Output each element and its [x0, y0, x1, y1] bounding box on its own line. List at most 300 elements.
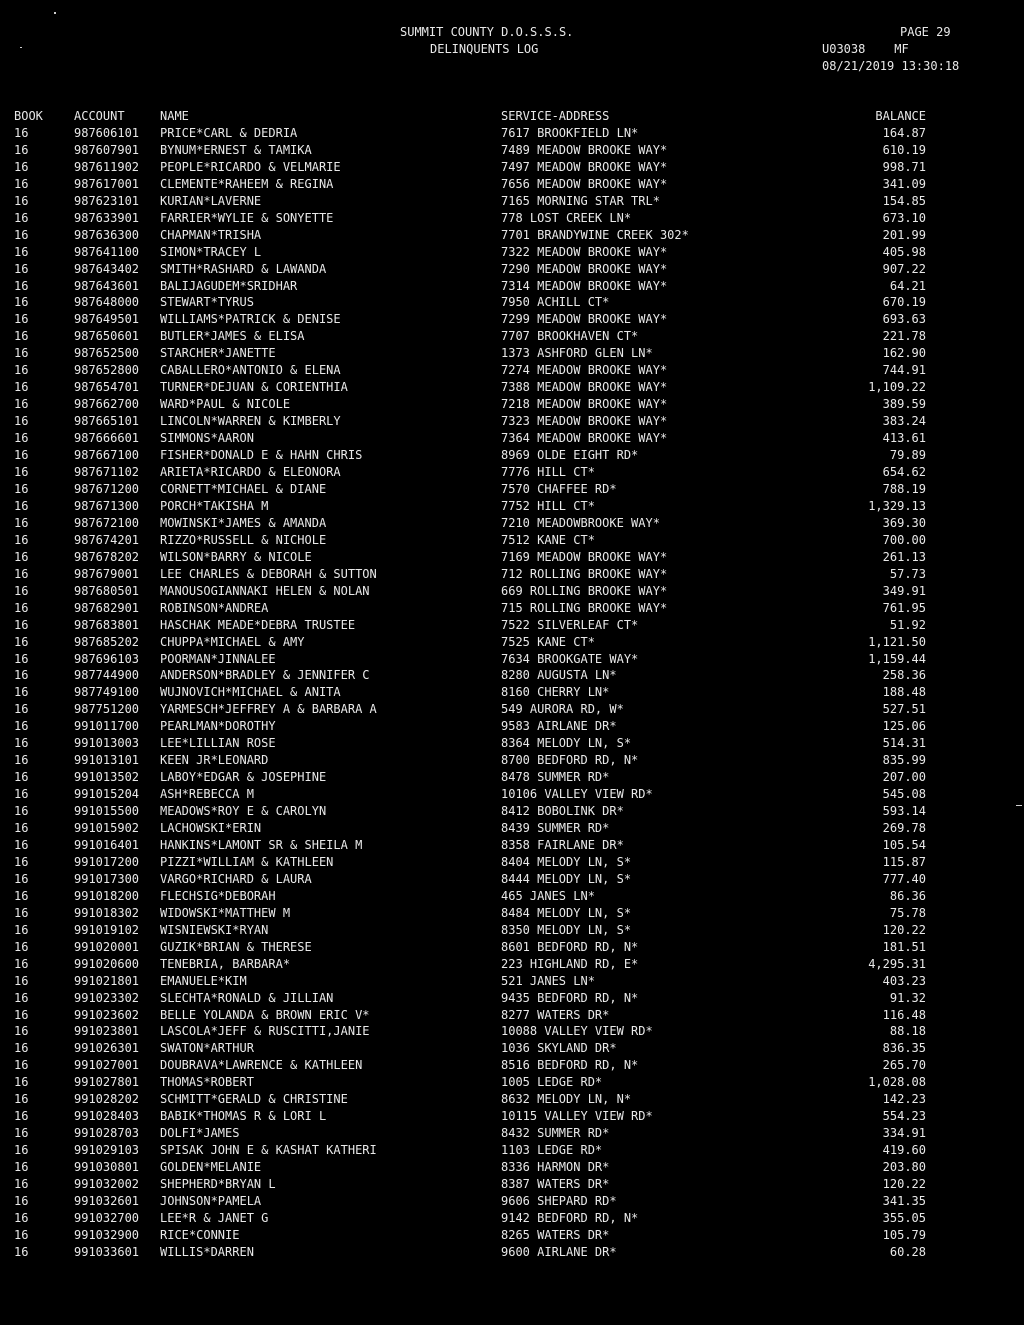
column-header-service-address: SERVICE-ADDRESS: [501, 109, 610, 123]
balance-cell: 527.51: [882, 702, 926, 717]
name-cell: FARRIER*WYLIE & SONYETTE: [160, 210, 334, 225]
account-cell: 987643601: [74, 278, 140, 293]
name-cell: LEE CHARLES & DEBORAH & SUTTON: [160, 566, 377, 581]
book-cell: 16: [14, 1109, 29, 1124]
book-cell: 16: [14, 651, 29, 666]
account-cell: 991032002: [74, 1177, 140, 1192]
table-row: [14, 1125, 926, 1142]
name-cell: FLECHSIG*DEBORAH: [160, 888, 276, 903]
table-row: [14, 600, 926, 617]
service-address-cell: 8277 WATERS DR*: [501, 1007, 610, 1022]
name-cell: LACHOWSKI*ERIN: [160, 821, 262, 836]
balance-cell: 105.79: [882, 1227, 926, 1242]
account-cell: 991013003: [74, 736, 140, 751]
service-address-cell: 712 ROLLING BROOKE WAY*: [501, 566, 668, 581]
account-cell: 987648000: [74, 295, 140, 310]
balance-cell: 120.22: [882, 922, 926, 937]
table-row: [14, 803, 926, 820]
account-cell: 987674201: [74, 532, 140, 547]
table-row: [14, 718, 926, 735]
name-cell: WUJNOVICH*MICHAEL & ANITA: [160, 685, 341, 700]
name-cell: CLEMENTE*RAHEEM & REGINA: [160, 176, 334, 191]
scan-speck-top: [54, 12, 56, 14]
book-cell: 16: [14, 634, 29, 649]
table-row: [14, 922, 926, 939]
balance-cell: 593.14: [882, 804, 926, 819]
name-cell: CORNETT*MICHAEL & DIANE: [160, 481, 327, 496]
balance-cell: 334.91: [882, 1126, 926, 1141]
name-cell: ARIETA*RICARDO & ELEONORA: [160, 465, 341, 480]
balance-cell: 86.36: [889, 888, 926, 903]
service-address-cell: 549 AURORA RD, W*: [501, 702, 624, 717]
service-address-cell: 8364 MELODY LN, S*: [501, 736, 632, 751]
book-cell: 16: [14, 1058, 29, 1073]
account-cell: 991028403: [74, 1109, 140, 1124]
scan-speck-right: [1016, 805, 1022, 806]
balance-cell: 162.90: [882, 346, 926, 361]
book-cell: 16: [14, 448, 29, 463]
service-address-cell: 7707 BROOKHAVEN CT*: [501, 329, 639, 344]
book-cell: 16: [14, 939, 29, 954]
name-cell: THOMAS*ROBERT: [160, 1075, 254, 1090]
table-body: [14, 125, 926, 1261]
book-cell: 16: [14, 685, 29, 700]
account-cell: 991019102: [74, 922, 140, 937]
table-row: [14, 1159, 926, 1176]
book-cell: 16: [14, 397, 29, 412]
account-cell: 991032900: [74, 1227, 140, 1242]
book-cell: 16: [14, 532, 29, 547]
service-address-cell: 8387 WATERS DR*: [501, 1177, 610, 1192]
book-cell: 16: [14, 210, 29, 225]
name-cell: MEADOWS*ROY E & CAROLYN: [160, 804, 327, 819]
name-cell: LINCOLN*WARREN & KIMBERLY: [160, 414, 341, 429]
book-cell: 16: [14, 837, 29, 852]
balance-cell: 91.32: [889, 990, 926, 1005]
table-row: [14, 973, 926, 990]
table-row: [14, 464, 926, 481]
account-cell: 991023801: [74, 1024, 140, 1039]
table-row: [14, 566, 926, 583]
account-cell: 991021801: [74, 973, 140, 988]
table-row: [14, 532, 926, 549]
column-header-name: NAME: [160, 109, 189, 123]
table-row: [14, 990, 926, 1007]
column-header-balance: BALANCE: [875, 109, 926, 123]
account-cell: 991023302: [74, 990, 140, 1005]
balance-cell: 79.89: [889, 448, 926, 463]
table-row: [14, 345, 926, 362]
table-row: [14, 1023, 926, 1040]
account-cell: 991027001: [74, 1058, 140, 1073]
service-address-cell: 9583 AIRLANE DR*: [501, 719, 617, 734]
book-cell: 16: [14, 380, 29, 395]
book-cell: 16: [14, 1160, 29, 1175]
account-cell: 987672100: [74, 515, 140, 530]
book-cell: 16: [14, 1126, 29, 1141]
table-row: [14, 651, 926, 668]
table-header-row: [14, 108, 926, 125]
balance-cell: 761.95: [882, 600, 926, 615]
table-row: [14, 1091, 926, 1108]
name-cell: EMANUELE*KIM: [160, 973, 247, 988]
account-cell: 991026301: [74, 1041, 140, 1056]
balance-cell: 835.99: [882, 753, 926, 768]
account-cell: 991032700: [74, 1210, 140, 1225]
book-cell: 16: [14, 346, 29, 361]
name-cell: WISNIEWSKI*RYAN: [160, 922, 269, 937]
account-cell: 991032601: [74, 1194, 140, 1208]
service-address-cell: 7299 MEADOW BROOKE WAY*: [501, 312, 668, 327]
book-cell: 16: [14, 363, 29, 378]
name-cell: VARGO*RICHARD & LAURA: [160, 871, 312, 886]
name-cell: GUZIK*BRIAN & THERESE: [160, 939, 312, 954]
book-cell: 16: [14, 159, 29, 174]
name-cell: SIMON*TRACEY L: [160, 244, 262, 259]
table-row: [14, 362, 926, 379]
service-address-cell: 7489 MEADOW BROOKE WAY*: [501, 142, 668, 157]
page-number: PAGE 29: [900, 25, 951, 39]
name-cell: STARCHER*JANETTE: [160, 346, 276, 361]
name-cell: CHAPMAN*TRISHA: [160, 227, 262, 242]
balance-cell: 419.60: [882, 1143, 926, 1158]
balance-cell: 181.51: [882, 939, 926, 954]
name-cell: BELLE YOLANDA & BROWN ERIC V*: [160, 1007, 370, 1022]
balance-cell: 341.35: [882, 1194, 926, 1208]
book-cell: 16: [14, 227, 29, 242]
service-address-cell: 8969 OLDE EIGHT RD*: [501, 448, 639, 463]
service-address-cell: 7388 MEADOW BROOKE WAY*: [501, 380, 668, 395]
book-cell: 16: [14, 702, 29, 717]
account-cell: 991027801: [74, 1075, 140, 1090]
name-cell: WILLIAMS*PATRICK & DENISE: [160, 312, 341, 327]
balance-cell: 610.19: [882, 142, 926, 157]
book-cell: 16: [14, 973, 29, 988]
table-row: [14, 939, 926, 956]
name-cell: ASH*REBECCA M: [160, 787, 254, 802]
account-cell: 991029103: [74, 1143, 140, 1158]
book-cell: 16: [14, 668, 29, 683]
account-cell: 987667100: [74, 448, 140, 463]
service-address-cell: 7522 SILVERLEAF CT*: [501, 617, 639, 632]
service-address-cell: 10106 VALLEY VIEW RD*: [501, 787, 653, 802]
service-address-cell: 7525 KANE CT*: [501, 634, 595, 649]
table-row: [14, 515, 926, 532]
balance-cell: 154.85: [882, 193, 926, 208]
service-address-cell: 10088 VALLEY VIEW RD*: [501, 1024, 653, 1039]
book-cell: 16: [14, 244, 29, 259]
name-cell: SMITH*RASHARD & LAWANDA: [160, 261, 327, 276]
account-cell: 991011700: [74, 719, 140, 734]
service-address-cell: 8700 BEDFORD RD, N*: [501, 753, 639, 768]
service-address-cell: 8412 BOBOLINK DR*: [501, 804, 624, 819]
column-header-account: ACCOUNT: [74, 109, 125, 123]
balance-cell: 545.08: [882, 787, 926, 802]
balance-cell: 258.36: [882, 668, 926, 683]
account-cell: 987744900: [74, 668, 140, 683]
balance-cell: 670.19: [882, 295, 926, 310]
table-row: [14, 481, 926, 498]
name-cell: DOUBRAVA*LAWRENCE & KATHLEEN: [160, 1058, 363, 1073]
name-cell: LEE*R & JANET G: [160, 1210, 269, 1225]
book-cell: 16: [14, 549, 29, 564]
account-cell: 987650601: [74, 329, 140, 344]
account-cell: 991018200: [74, 888, 140, 903]
book-cell: 16: [14, 1177, 29, 1192]
table-row: [14, 1227, 926, 1244]
book-cell: 16: [14, 719, 29, 734]
table-row: [14, 583, 926, 600]
name-cell: LEE*LILLIAN ROSE: [160, 736, 276, 751]
service-address-cell: 9600 AIRLANE DR*: [501, 1244, 617, 1259]
balance-cell: 75.78: [889, 905, 926, 920]
book-cell: 16: [14, 193, 29, 208]
table-row: [14, 125, 926, 142]
name-cell: POORMAN*JINNALEE: [160, 651, 276, 666]
name-cell: SIMMONS*AARON: [160, 431, 254, 446]
balance-cell: 673.10: [882, 210, 926, 225]
book-cell: 16: [14, 854, 29, 869]
name-cell: JOHNSON*PAMELA: [160, 1194, 262, 1208]
balance-cell: 405.98: [882, 244, 926, 259]
name-cell: BYNUM*ERNEST & TAMIKA: [160, 142, 312, 157]
book-cell: 16: [14, 1007, 29, 1022]
balance-cell: 207.00: [882, 770, 926, 785]
balance-cell: 836.35: [882, 1041, 926, 1056]
name-cell: PEARLMAN*DOROTHY: [160, 719, 276, 734]
service-address-cell: 10115 VALLEY VIEW RD*: [501, 1109, 653, 1124]
table-row: [14, 905, 926, 922]
book-cell: 16: [14, 465, 29, 480]
account-cell: 991015500: [74, 804, 140, 819]
book-cell: 16: [14, 736, 29, 751]
account-cell: 987606101: [74, 125, 140, 140]
table-row: [14, 854, 926, 871]
report-code: U03038 MF: [822, 42, 909, 56]
balance-cell: 383.24: [882, 414, 926, 429]
book-cell: 16: [14, 261, 29, 276]
account-cell: 987683801: [74, 617, 140, 632]
balance-cell: 907.22: [882, 261, 926, 276]
name-cell: MANOUSOGIANNAKI HELEN & NOLAN: [160, 583, 370, 598]
service-address-cell: 715 ROLLING BROOKE WAY*: [501, 600, 668, 615]
book-cell: 16: [14, 515, 29, 530]
report-subtitle: DELINQUENTS LOG: [430, 42, 539, 56]
table-row: [14, 379, 926, 396]
book-cell: 16: [14, 431, 29, 446]
table-row: [14, 430, 926, 447]
account-cell: 991030801: [74, 1160, 140, 1175]
name-cell: RIZZO*RUSSELL & NICHOLE: [160, 532, 327, 547]
balance-cell: 1,109.22: [868, 380, 926, 395]
balance-cell: 265.70: [882, 1058, 926, 1073]
table-row: [14, 294, 926, 311]
account-cell: 987665101: [74, 414, 140, 429]
account-cell: 991017300: [74, 871, 140, 886]
balance-cell: 1,329.13: [868, 498, 926, 513]
service-address-cell: 8444 MELODY LN, S*: [501, 871, 632, 886]
balance-cell: 201.99: [882, 227, 926, 242]
account-cell: 987617001: [74, 176, 140, 191]
service-address-cell: 7323 MEADOW BROOKE WAY*: [501, 414, 668, 429]
name-cell: PIZZI*WILLIAM & KATHLEEN: [160, 854, 334, 869]
balance-cell: 777.40: [882, 871, 926, 886]
table-row: [14, 752, 926, 769]
service-address-cell: 669 ROLLING BROOKE WAY*: [501, 583, 668, 598]
service-address-cell: 8516 BEDFORD RD, N*: [501, 1058, 639, 1073]
service-address-cell: 7165 MORNING STAR TRL*: [501, 193, 660, 208]
name-cell: WARD*PAUL & NICOLE: [160, 397, 291, 412]
table-row: [14, 769, 926, 786]
balance-cell: 744.91: [882, 363, 926, 378]
name-cell: HANKINS*LAMONT SR & SHEILA M: [160, 837, 363, 852]
name-cell: KEEN JR*LEONARD: [160, 753, 269, 768]
name-cell: PEOPLE*RICARDO & VELMARIE: [160, 159, 341, 174]
table-row: [14, 735, 926, 752]
name-cell: WILSON*BARRY & NICOLE: [160, 549, 312, 564]
book-cell: 16: [14, 1075, 29, 1090]
account-cell: 987641100: [74, 244, 140, 259]
service-address-cell: 8632 MELODY LN, N*: [501, 1092, 632, 1107]
service-address-cell: 7570 CHAFFEE RD*: [501, 481, 617, 496]
table-row: [14, 176, 926, 193]
account-cell: 991013101: [74, 753, 140, 768]
column-header-book: BOOK: [14, 109, 43, 123]
account-cell: 991017200: [74, 854, 140, 869]
balance-cell: 1,159.44: [868, 651, 926, 666]
table-row: [14, 1244, 926, 1261]
account-cell: 991023602: [74, 1007, 140, 1022]
table-row: [14, 261, 926, 278]
balance-cell: 788.19: [882, 481, 926, 496]
name-cell: SHEPHERD*BRYAN L: [160, 1177, 276, 1192]
account-cell: 987654701: [74, 380, 140, 395]
table-row: [14, 142, 926, 159]
account-cell: 987749100: [74, 685, 140, 700]
service-address-cell: 7274 MEADOW BROOKE WAY*: [501, 363, 668, 378]
service-address-cell: 8432 SUMMER RD*: [501, 1126, 610, 1141]
service-address-cell: 7752 HILL CT*: [501, 498, 595, 513]
service-address-cell: 9606 SHEPARD RD*: [501, 1194, 617, 1208]
balance-cell: 116.48: [882, 1007, 926, 1022]
table-row: [14, 1074, 926, 1091]
balance-cell: 188.48: [882, 685, 926, 700]
service-address-cell: 7776 HILL CT*: [501, 465, 595, 480]
service-address-cell: 1005 LEDGE RD*: [501, 1075, 603, 1090]
table-row: [14, 684, 926, 701]
table-row: [14, 498, 926, 515]
table-row: [14, 1210, 926, 1227]
name-cell: TURNER*DEJUAN & CORIENTHIA: [160, 380, 348, 395]
balance-cell: 389.59: [882, 397, 926, 412]
account-cell: 987633901: [74, 210, 140, 225]
table-row: [14, 701, 926, 718]
service-address-cell: 8358 FAIRLANE DR*: [501, 837, 624, 852]
service-address-cell: 521 JANES LN*: [501, 973, 595, 988]
table-row: [14, 667, 926, 684]
table-row: [14, 1108, 926, 1125]
book-cell: 16: [14, 566, 29, 581]
service-address-cell: 778 LOST CREEK LN*: [501, 210, 632, 225]
account-cell: 987623101: [74, 193, 140, 208]
account-cell: 987649501: [74, 312, 140, 327]
balance-cell: 115.87: [882, 854, 926, 869]
table-row: [14, 447, 926, 464]
account-cell: 987652500: [74, 346, 140, 361]
name-cell: CHUPPA*MICHAEL & AMY: [160, 634, 305, 649]
name-cell: SCHMITT*GERALD & CHRISTINE: [160, 1092, 348, 1107]
book-cell: 16: [14, 1092, 29, 1107]
name-cell: STEWART*TYRUS: [160, 295, 254, 310]
account-cell: 991015902: [74, 821, 140, 836]
book-cell: 16: [14, 583, 29, 598]
balance-cell: 261.13: [882, 549, 926, 564]
service-address-cell: 9435 BEDFORD RD, N*: [501, 990, 639, 1005]
name-cell: PORCH*TAKISHA M: [160, 498, 269, 513]
table-row: [14, 227, 926, 244]
book-cell: 16: [14, 821, 29, 836]
table-row: [14, 820, 926, 837]
balance-cell: 654.62: [882, 465, 926, 480]
account-cell: 991028703: [74, 1126, 140, 1141]
name-cell: CABALLERO*ANTONIO & ELENA: [160, 363, 341, 378]
name-cell: SLECHTA*RONALD & JILLIAN: [160, 990, 334, 1005]
account-cell: 987685202: [74, 634, 140, 649]
name-cell: SPISAK JOHN E & KASHAT KATHERI: [160, 1143, 377, 1158]
book-cell: 16: [14, 1227, 29, 1242]
account-cell: 987751200: [74, 702, 140, 717]
balance-cell: 700.00: [882, 532, 926, 547]
table-row: [14, 617, 926, 634]
service-address-cell: 1036 SKYLAND DR*: [501, 1041, 617, 1056]
balance-cell: 142.23: [882, 1092, 926, 1107]
account-cell: 987662700: [74, 397, 140, 412]
name-cell: LABOY*EDGAR & JOSEPHINE: [160, 770, 327, 785]
service-address-cell: 7617 BROOKFIELD LN*: [501, 125, 639, 140]
name-cell: WIDOWSKI*MATTHEW M: [160, 905, 291, 920]
book-cell: 16: [14, 1210, 29, 1225]
book-cell: 16: [14, 1041, 29, 1056]
name-cell: BALIJAGUDEM*SRIDHAR: [160, 278, 298, 293]
balance-cell: 60.28: [889, 1244, 926, 1259]
service-address-cell: 7169 MEADOW BROOKE WAY*: [501, 549, 668, 564]
balance-cell: 514.31: [882, 736, 926, 751]
book-cell: 16: [14, 312, 29, 327]
table-row: [14, 210, 926, 227]
service-address-cell: 8404 MELODY LN, S*: [501, 854, 632, 869]
name-cell: PRICE*CARL & DEDRIA: [160, 125, 298, 140]
account-cell: 987671300: [74, 498, 140, 513]
balance-cell: 369.30: [882, 515, 926, 530]
name-cell: GOLDEN*MELANIE: [160, 1160, 262, 1175]
service-address-cell: 7701 BRANDYWINE CREEK 302*: [501, 227, 689, 242]
book-cell: 16: [14, 600, 29, 615]
table-row: [14, 396, 926, 413]
table-row: [14, 871, 926, 888]
book-cell: 16: [14, 498, 29, 513]
table-row: [14, 549, 926, 566]
balance-cell: 554.23: [882, 1109, 926, 1124]
service-address-cell: 8484 MELODY LN, S*: [501, 905, 632, 920]
service-address-cell: 1103 LEDGE RD*: [501, 1143, 603, 1158]
balance-cell: 120.22: [882, 1177, 926, 1192]
table-row: [14, 328, 926, 345]
account-cell: 991015204: [74, 787, 140, 802]
book-cell: 16: [14, 278, 29, 293]
service-address-cell: 7210 MEADOWBROOKE WAY*: [501, 515, 660, 530]
account-cell: 991020600: [74, 956, 140, 971]
delinquents-table: [14, 108, 926, 1261]
